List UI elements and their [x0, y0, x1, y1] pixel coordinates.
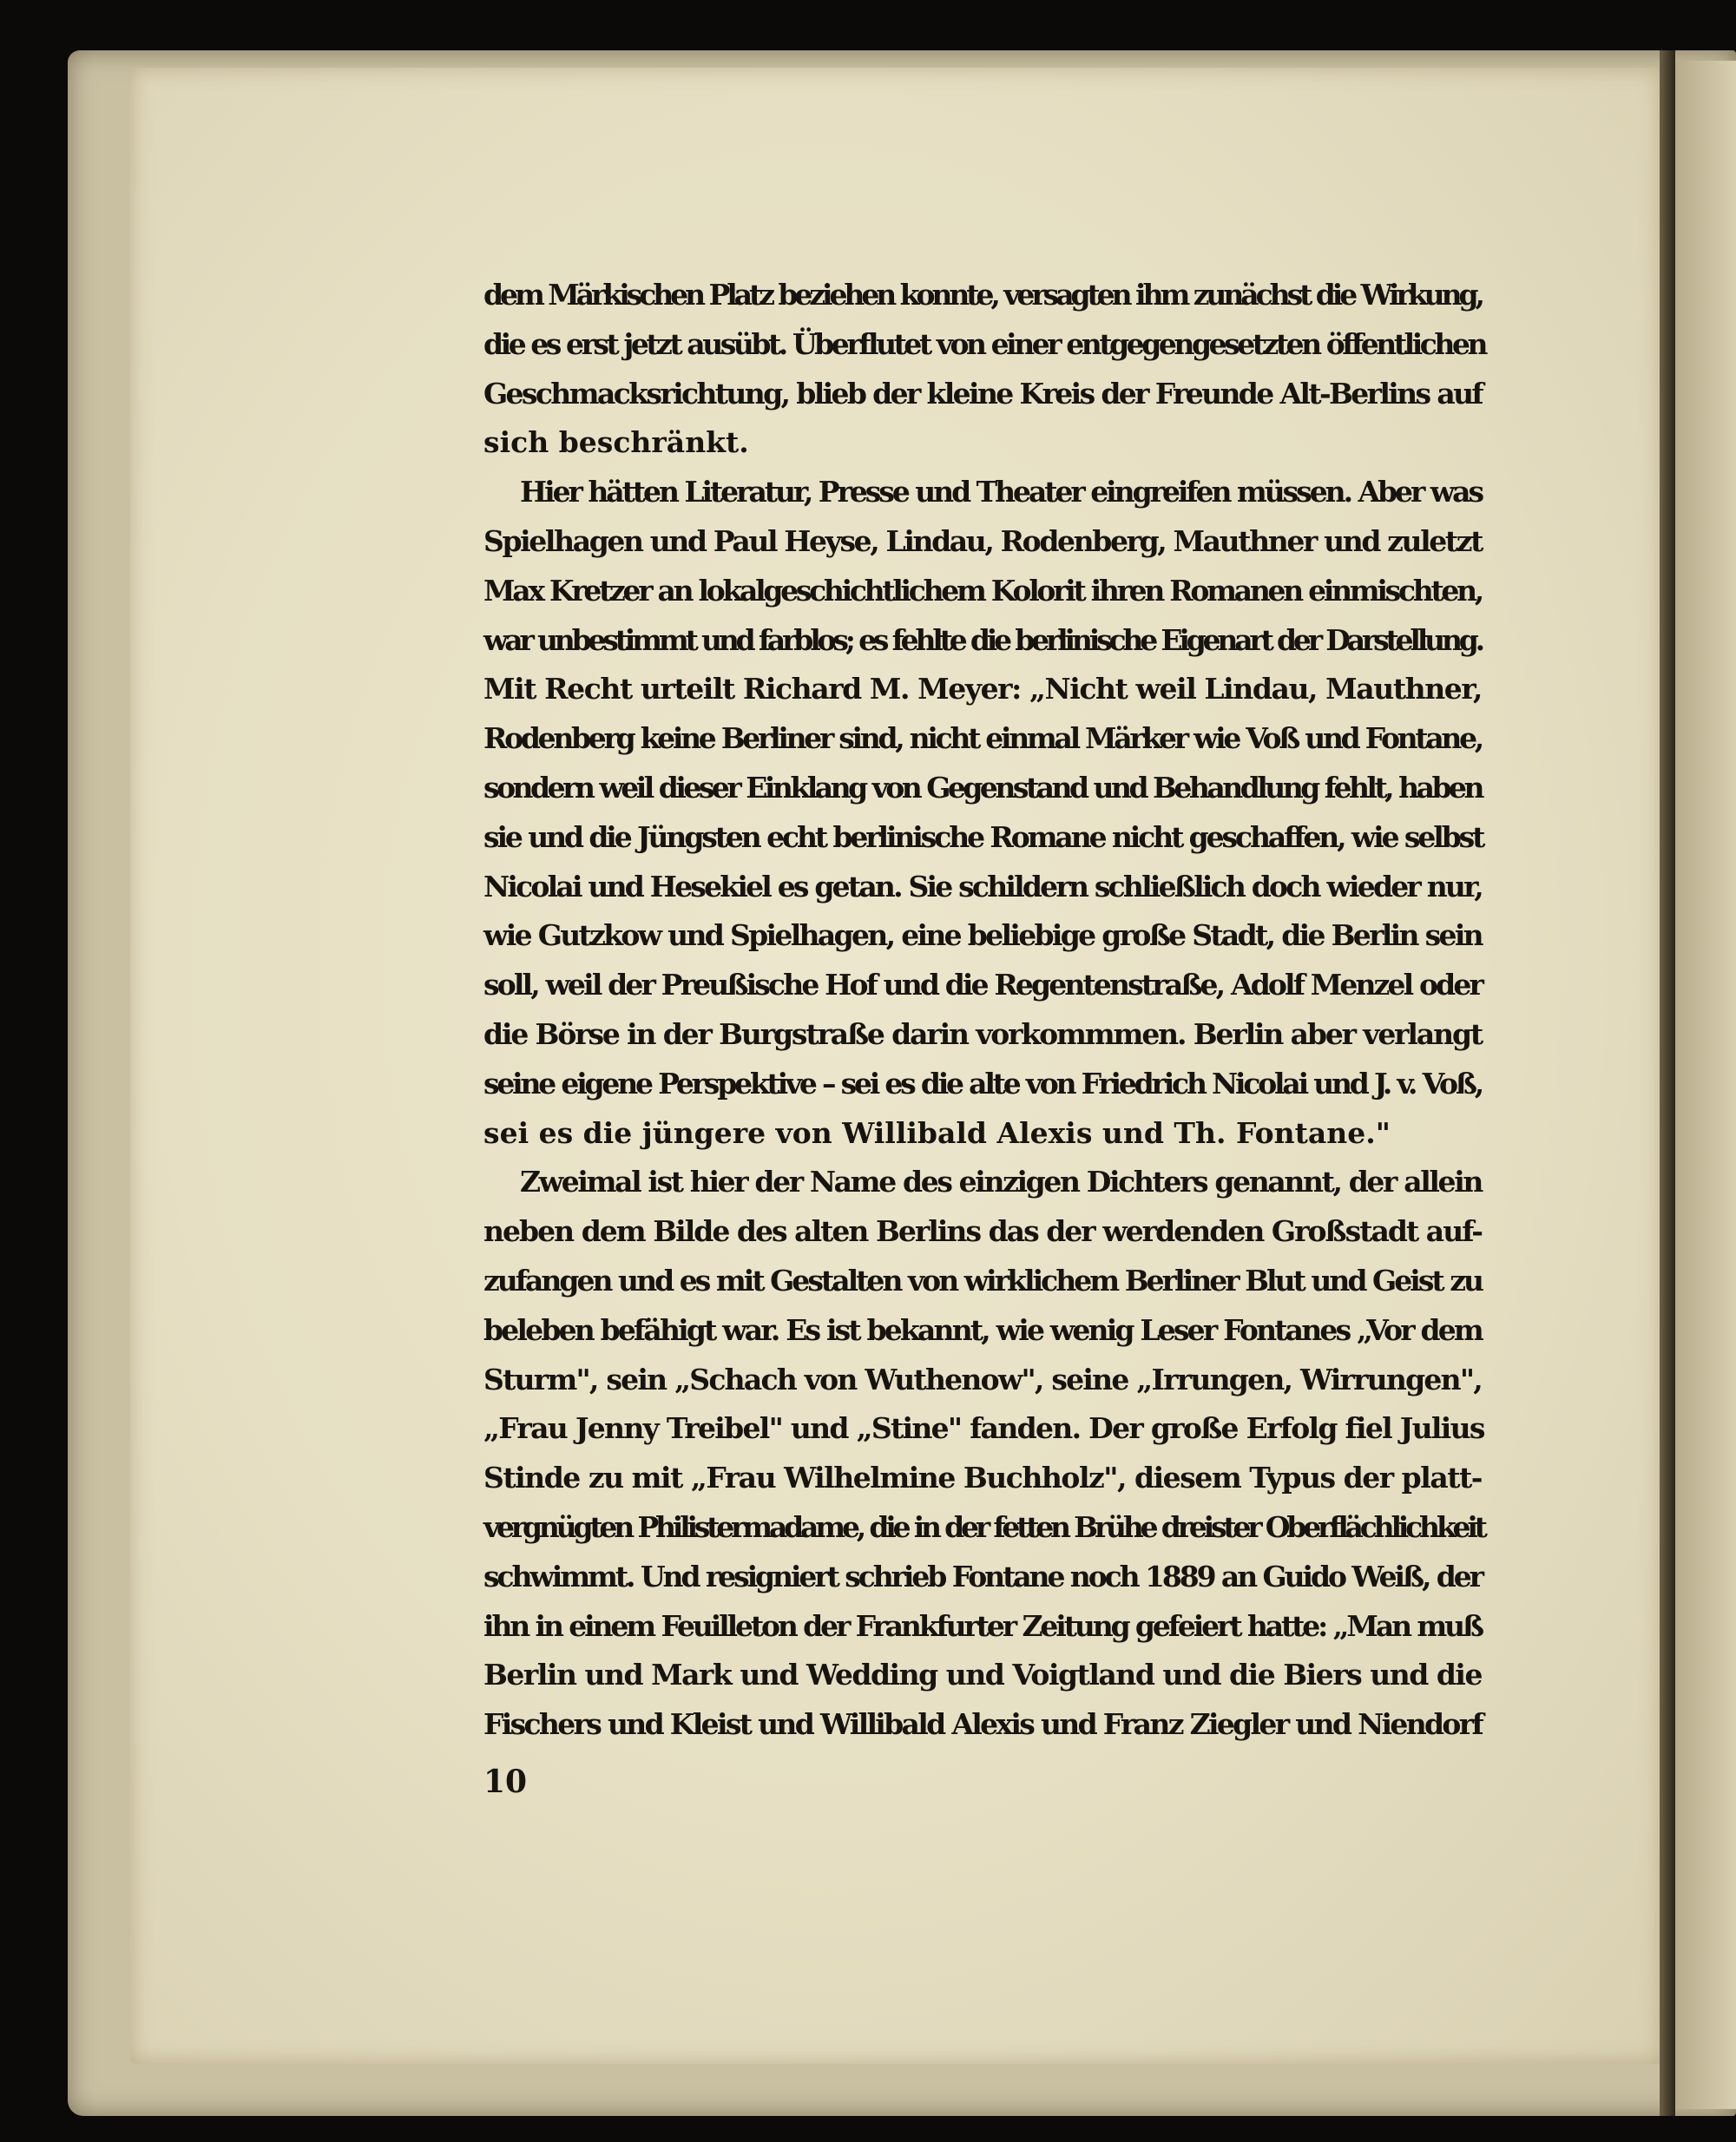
text-line: soll, weil der Preußische Hof und die Regentenstraße, Adolf Menzel oder: [483, 968, 1482, 1002]
text-line: Hier hätten Literatur, Presse und Theater eingreifen müssen. Aber was: [520, 475, 1483, 509]
text-line: sondern weil dieser Einklang von Gegenstand und Behandlung fehlt, haben: [483, 770, 1482, 805]
text-line: Stinde zu mit „Frau Wilhelmine Buchholz", diesem Typus der platt-: [483, 1461, 1482, 1495]
text-line: sich beschränkt.: [483, 425, 749, 460]
text-line: die Börse in der Burgstraße darin vorkommmen. Berlin aber verlangt: [483, 1016, 1482, 1051]
text-line: Mit Recht urteilt Richard M. Meyer: „Nicht weil Lindau, Mauthner,: [483, 672, 1482, 706]
text-line: Spielhagen und Paul Heyse, Lindau, Rodenberg, Mauthner und zuletzt: [483, 523, 1482, 558]
book-gutter: [1660, 50, 1675, 2116]
text-line: zufangen und es mit Gestalten von wirklichem Berliner Blut und Geist zu: [483, 1263, 1482, 1298]
text-line: neben dem Bilde des alten Berlins das der werdenden Großstadt auf-: [483, 1214, 1482, 1249]
text-line: Geschmacksrichtung, blieb der kleine Kreis der Freunde Alt-Berlins auf: [483, 376, 1482, 411]
text-line: Sturm", sein „Schach von Wuthenow", seine „Irrungen, Wirrungen",: [483, 1362, 1482, 1396]
text-line: Nicolai und Hesekiel es getan. Sie schildern schließlich doch wieder nur,: [483, 869, 1482, 903]
next-page-edge: [1675, 61, 1736, 2109]
text-line: vergnügten Philistermadame, die in der fetten Brühe dreister Oberflächlichkeit: [483, 1509, 1484, 1544]
text-line: „Frau Jenny Treibel" und „Stine" fanden. Der große Erfolg fiel Julius: [483, 1411, 1484, 1446]
text-line: Zweimal ist hier der Name des einzigen Dichters genannt, der allein: [520, 1165, 1482, 1199]
text-line: Berlin und Mark und Wedding und Voigtland und die Biers und die: [483, 1658, 1482, 1692]
text-line: wie Gutzkow und Spielhagen, eine beliebige große Stadt, die Berlin sein: [483, 918, 1482, 953]
page-number: 10: [483, 1764, 528, 1800]
text-line: dem Märkischen Platz beziehen konnte, versagten ihm zunächst die Wirkung,: [483, 278, 1482, 312]
text-line: war unbestimmt und farblos; es fehlte die berlinische Eigenart der Darstellung.: [483, 622, 1482, 657]
text-line: schwimmt. Und resigniert schrieb Fontane noch 1889 an Guido Weiß, der: [483, 1559, 1482, 1593]
text-line: seine eigene Perspektive – sei es die alte von Friedrich Nicolai und J. v. Voß,: [483, 1066, 1482, 1101]
text-line: die es erst jetzt ausübt. Überflutet von einer entgegengesetzten öffentlichen: [483, 326, 1486, 361]
body-text: [483, 271, 1486, 1750]
text-line: Rodenberg keine Berliner sind, nicht einmal Märker wie Voß und Fontane,: [483, 721, 1482, 756]
text-line: Fischers und Kleist und Willibald Alexis und Franz Ziegler und Niendorf: [483, 1707, 1482, 1742]
text-line: ihn in einem Feuilleton der Frankfurter Zeitung gefeiert hatte: „Man muß: [483, 1608, 1482, 1643]
text-line: beleben befähigt war. Es ist bekannt, wie wenig Leser Fontanes „Vor dem: [483, 1312, 1482, 1347]
text-line: sie und die Jüngsten echt berlinische Romane nicht geschaffen, wie selbst: [483, 819, 1483, 854]
text-line: sei es die jüngere von Willibald Alexis und Th. Fontane.": [483, 1115, 1391, 1150]
text-line: Max Kretzer an lokalgeschichtlichem Kolorit ihren Romanen einmischten,: [483, 573, 1482, 608]
